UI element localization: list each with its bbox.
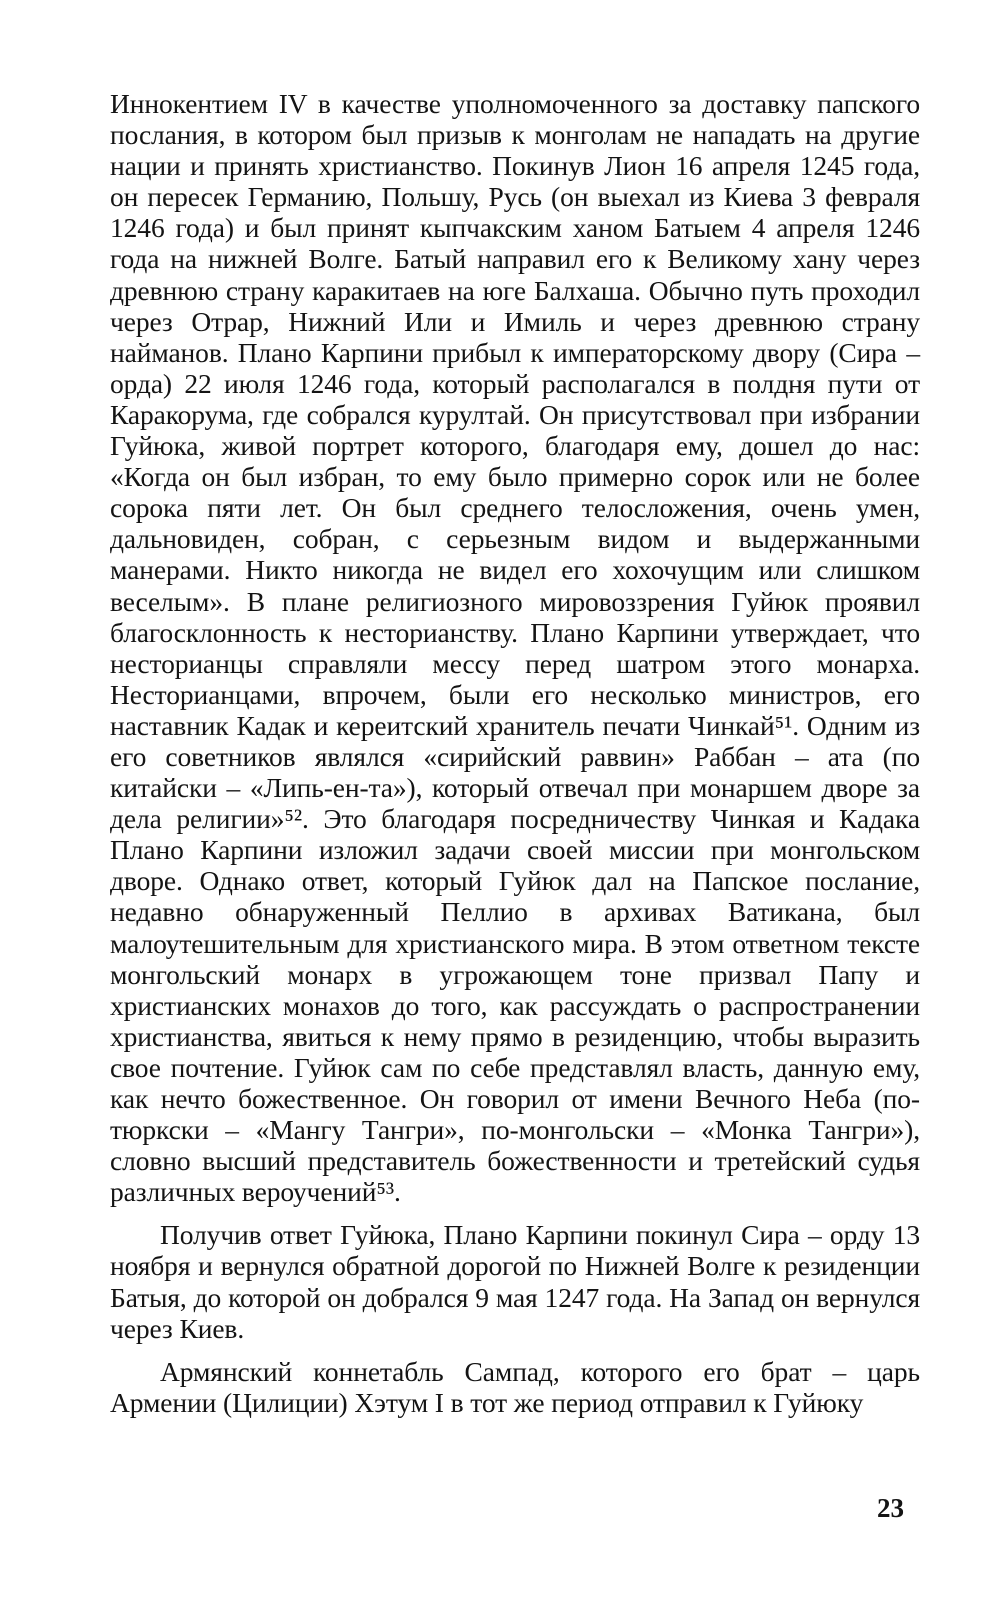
paragraph-3: Армянский коннетабль Сампад, которого его брат – царь Армении (Цилиции) Хэтум I в тот же период отправил к Гуйюку bbox=[110, 1355, 920, 1418]
paragraph-1: Иннокентием IV в качестве уполномоченного за доставку папского послания, в котором был призыв к монголам не нападать на другие нации и принять христианство. Покинув Лион 16 апреля 1245 года, он пересек Германию, Польшу, Русь (он выехал из Киева 3 февраля 1246 года) и был принят кыпчакским ханом Батыем 4 апреля 1246 года на нижней Волге. Батый направил его к Великому хану через древнюю страну каракитаев на юге Балхаша. Обычно путь проходил через Отрар, Нижний Или и Имиль и через древнюю страну найманов. Плано Карпини прибыл к императорскому двору (Сира – орда) 22 июля 1246 года, который располагался в полдня пути от Каракорума, где собрался курултай. Он присутствовал при избрании Гуйюка, живой портрет которого, благодаря ему, дошел до нас: «Когда он был избран, то ему было примерно сорок или не более сорока пяти лет. Он был среднего телосложения, очень умен, дальновиден, собран, с серьезным видом и выдержанными манерами. Никто никогда не видел его хохочущим или слишком веселым». В плане религиозного мировоззрения Гуйюк проявил благосклонность к несторианству. Плано Карпини утверждает, что несторианцы справляли мессу перед шатром этого монарха. Несторианцами, впрочем, были его несколько министров, его наставник Кадак и кереитский хранитель печати Чинкай⁵¹. Одним из его советников являлся «сирийский раввин» Раббан – ата (по китайски – «Липь-ен-та»), который отвечал при монаршем дворе за дела религии»⁵². Это благодаря посредничеству Чинкая и Кадака Плано Карпини изложил задачи своей миссии при монгольском дворе. Однако ответ, который Гуйюк дал на Папское послание, недавно обнаруженный Пеллио в архивах Ватикана, был малоутешительным для христианского мира. В этом ответном тексте монгольский монарх в угрожающем тоне призвал Папу и христианских монахов до того, как рассуждать о распространении христианства, явиться к нему прямо в резиденцию, чтобы выразить свое почтение. Гуйюк сам по себе представлял власть, данную ему, как нечто божественное. Он говорил от имени Вечного Неба (по-тюркски – «Мангу Тангри», по-монгольски – «Монка Тангри»), словно высший представитель божественности и третейский судья различных вероучений⁵³. bbox=[110, 88, 920, 1208]
paragraph-2: Получив ответ Гуйюка, Плано Карпини покинул Сира – орду 13 ноября и вернулся обратной дорогой по Нижней Волге к резиденции Батыя, до которой он добрался 9 мая 1247 года. На Запад он вернулся через Киев. bbox=[110, 1219, 920, 1344]
page-number: 23 bbox=[877, 1493, 904, 1523]
page-body bbox=[110, 88, 920, 1418]
